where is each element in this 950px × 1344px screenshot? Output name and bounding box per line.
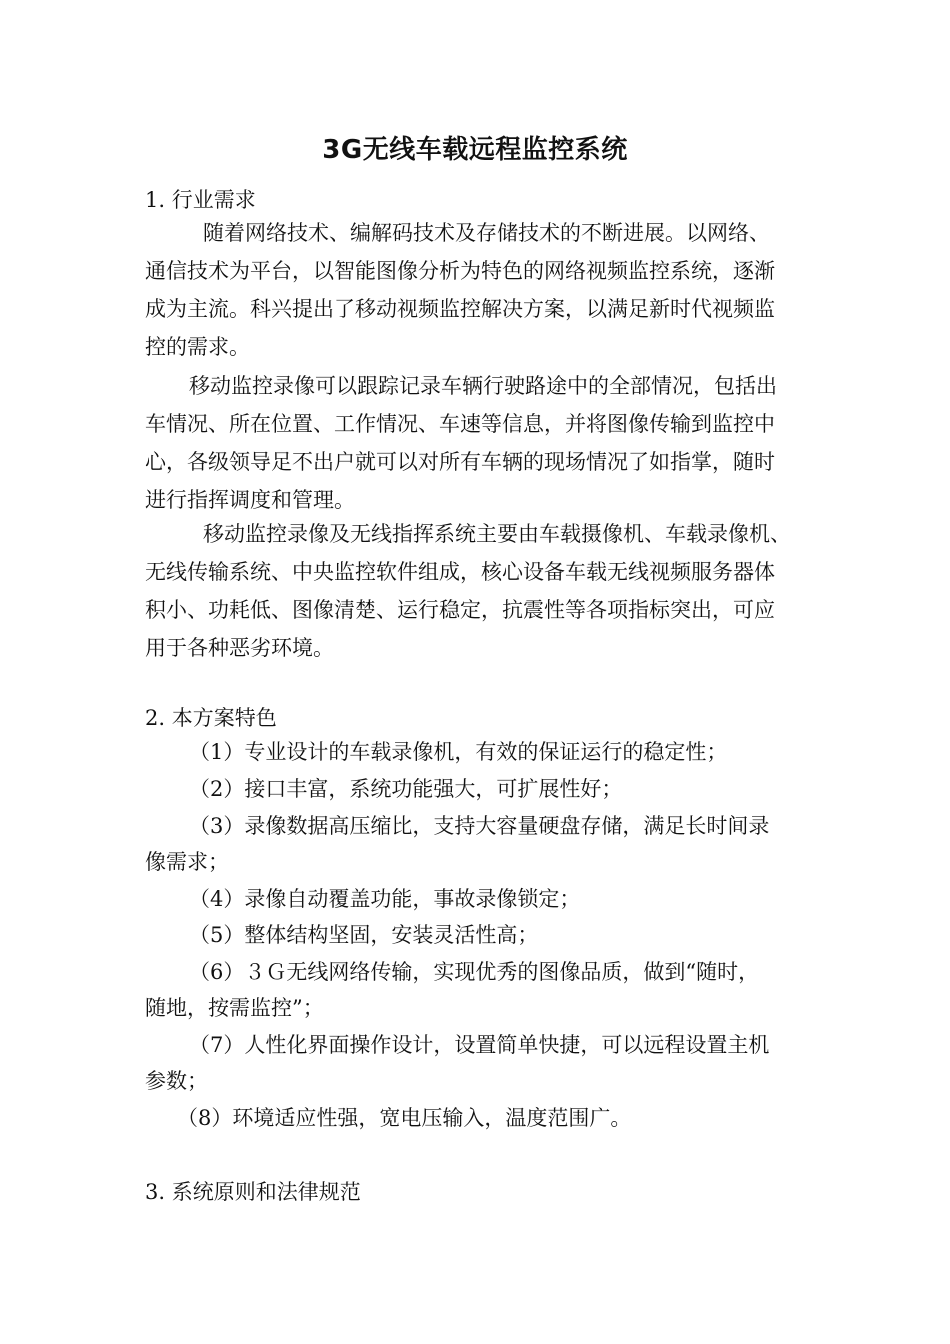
item-line: 参数；: [145, 1069, 208, 1093]
paragraph-line: 无线传输系统、中央监控软件组成，核心设备车载无线视频服务器体: [145, 560, 775, 584]
paragraph-line: 移动监控录像及无线指挥系统主要由车载摄像机、车载录像机、: [203, 522, 791, 546]
item-line: （8）环境适应性强，宽电压输入，温度范围广。: [177, 1106, 632, 1130]
feature-item-3: [145, 808, 810, 880]
paragraph-2: [145, 367, 810, 519]
paragraph-1: [145, 214, 810, 366]
paragraph-line: 用于各种恶劣环境。: [145, 636, 334, 660]
item-line: 随地，按需监控”；: [145, 996, 324, 1020]
feature-item-1: [145, 734, 810, 770]
item-line: （3）录像数据高压缩比，支持大容量硬盘存储，满足长时间录: [189, 814, 770, 838]
section-heading-features: 2. 本方案特色: [145, 706, 277, 730]
paragraph-line: 积小、功耗低、图像清楚、运行稳定，抗震性等各项指标突出，可应: [145, 598, 775, 622]
section-heading-industry-needs: 1. 行业需求: [145, 188, 256, 212]
paragraph-line: 随着网络技术、编解码技术及存储技术的不断进展。以网络、: [203, 221, 770, 245]
feature-item-6: [145, 954, 810, 1026]
paragraph-line: 心，各级领导足不出户就可以对所有车辆的现场情况了如指掌，随时: [145, 450, 775, 474]
item-line: （7）人性化界面操作设计，设置简单快捷，可以远程设置主机: [189, 1033, 770, 1057]
paragraph-3: [145, 515, 810, 667]
paragraph-line: 进行指挥调度和管理。: [145, 488, 355, 512]
feature-item-2: [145, 771, 810, 807]
feature-item-4: [145, 881, 810, 917]
paragraph-line: 移动监控录像可以跟踪记录车辆行驶路途中的全部情况，包括出: [189, 374, 777, 398]
item-line: （2）接口丰富，系统功能强大，可扩展性好；: [189, 777, 623, 801]
item-line: （1）专业设计的车载录像机，有效的保证运行的稳定性；: [189, 740, 728, 764]
feature-item-7: [145, 1027, 810, 1099]
item-line: 像需求；: [145, 850, 229, 874]
item-line: （6）３Ｇ无线网络传输，实现优秀的图像品质，做到“随时，: [189, 960, 760, 984]
paragraph-line: 控的需求。: [145, 335, 250, 359]
item-line: （4）录像自动覆盖功能，事故录像锁定；: [189, 887, 581, 911]
feature-item-5: [145, 917, 810, 953]
paragraph-line: 成为主流。科兴提出了移动视频监控解决方案，以满足新时代视频监: [145, 297, 775, 321]
feature-item-8: [145, 1100, 810, 1136]
document-title: 3G无线车载远程监控系统: [322, 135, 628, 165]
item-line: （5）整体结构坚固，安装灵活性高；: [189, 923, 539, 947]
section-heading-principles: 3. 系统原则和法律规范: [145, 1180, 361, 1204]
paragraph-line: 通信技术为平台，以智能图像分析为特色的网络视频监控系统，逐渐: [145, 259, 775, 283]
paragraph-line: 车情况、所在位置、工作情况、车速等信息，并将图像传输到监控中: [145, 412, 775, 436]
